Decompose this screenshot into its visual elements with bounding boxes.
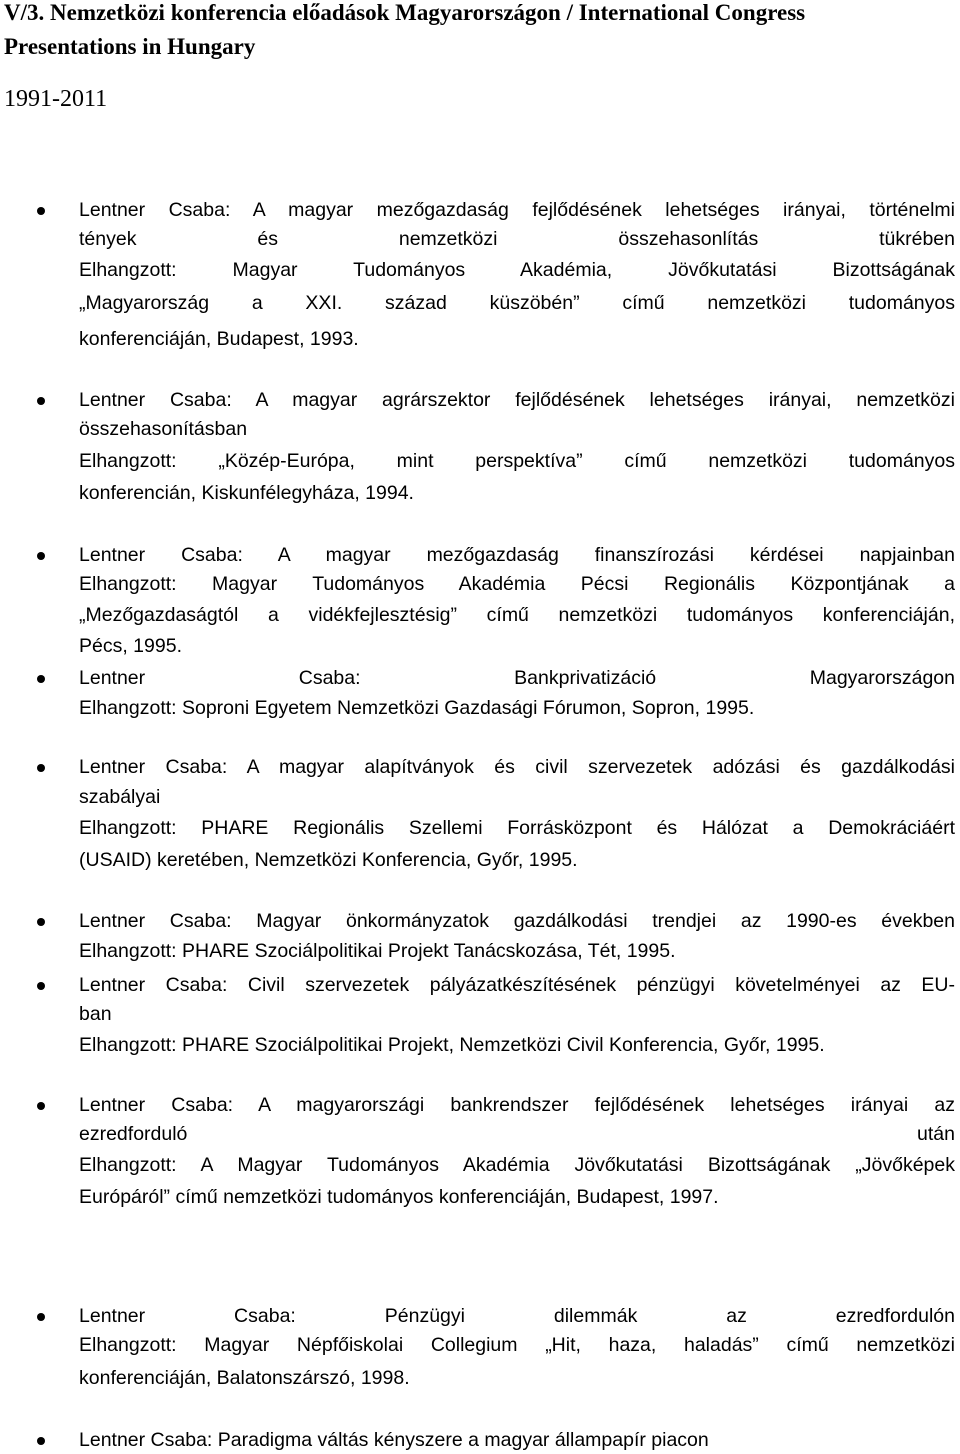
- entry-line: tények és nemzetközi összehasonlítás tükrében: [79, 228, 955, 250]
- bullet-icon: [37, 982, 45, 990]
- entry-line: Lentner Csaba: A magyar alapítványok és civil szervezetek adózási és gazdálkodási: [79, 756, 955, 778]
- entry-line: Lentner Csaba: A magyar mezőgazdaság finanszírozási kérdései napjainban: [79, 544, 955, 566]
- entry-line: konferenciáján, Budapest, 1993.: [79, 328, 359, 350]
- list-item: [79, 971, 955, 1061]
- list-item: [79, 541, 955, 662]
- list-item: [79, 1091, 955, 1215]
- bullet-icon: [37, 397, 45, 405]
- section-heading: [4, 0, 956, 64]
- list-item: [79, 907, 955, 967]
- entry-line: Európáról” című nemzetközi tudományos konferenciáján, Budapest, 1997.: [79, 1186, 719, 1208]
- bullet-icon: [37, 675, 45, 683]
- entry-line: Elhangzott: Soproni Egyetem Nemzetközi Gazdasági Fórumon, Sopron, 1995.: [79, 697, 755, 719]
- entry-line: Lentner Csaba: Pénzügyi dilemmák az ezredfordulón: [79, 1305, 955, 1327]
- entry-line: Elhangzott: PHARE Regionális Szellemi Forrásközpont és Hálózat a Demokráciáért: [79, 817, 955, 839]
- entry-line: konferencián, Kiskunfélegyháza, 1994.: [79, 482, 414, 504]
- entry-line: Elhangzott: Magyar Tudományos Akadémia, Jövőkutatási Bizottságának: [79, 259, 955, 281]
- entry-line: Elhangzott: PHARE Szociálpolitikai Projekt, Nemzetközi Civil Konferencia, Győr, 1995.: [79, 1034, 825, 1056]
- entry-line: Elhangzott: A Magyar Tudományos Akadémia Jövőkutatási Bizottságának „Jövőképek: [79, 1154, 955, 1176]
- list-item: [79, 196, 955, 358]
- entry-line: Elhangzott: Magyar Népfőiskolai Collegium „Hit, haza, haladás” című nemzetközi: [79, 1334, 955, 1356]
- entry-line: Elhangzott: „Közép-Európa, mint perspektíva” című nemzetközi tudományos: [79, 450, 955, 472]
- bullet-icon: [37, 918, 45, 926]
- bullet-icon: [37, 1437, 45, 1445]
- entry-line: Pécs, 1995.: [79, 635, 182, 657]
- entry-line: szabályai: [79, 786, 161, 808]
- entry-line: összehasonításban: [79, 418, 248, 440]
- entry-line: Elhangzott: PHARE Szociálpolitikai Projekt Tanácskozása, Tét, 1995.: [79, 940, 676, 962]
- bullet-icon: [37, 207, 45, 215]
- year-range: 1991-2011: [4, 86, 108, 112]
- entry-line: Lentner Csaba: A magyar agrárszektor fejlődésének lehetséges irányai, nemzetközi: [79, 389, 955, 411]
- entry-line: Lentner Csaba: Magyar önkormányzatok gazdálkodási trendjei az 1990-es években: [79, 910, 955, 932]
- bullet-icon: [37, 764, 45, 772]
- list-item: [79, 1302, 955, 1396]
- entry-line: Lentner Csaba: Civil szervezetek pályázatkészítésének pénzügyi követelményei az EU-: [79, 974, 955, 996]
- entry-line: Elhangzott: Magyar Tudományos Akadémia Pécsi Regionális Központjának a: [79, 573, 955, 595]
- entry-line: ezredforduló után: [79, 1123, 955, 1145]
- entry-line: Lentner Csaba: A magyarországi bankrendszer fejlődésének lehetséges irányai az: [79, 1094, 955, 1116]
- list-item: [79, 664, 955, 724]
- heading-line-2: Presentations in Hungary: [4, 34, 256, 59]
- bullet-icon: [37, 552, 45, 560]
- list-item: [79, 1426, 955, 1454]
- list-item: [79, 753, 955, 877]
- list-item: [79, 386, 955, 510]
- entry-line: Lentner Csaba: Bankprivatizáció Magyarországon: [79, 667, 955, 689]
- entry-line: „Mezőgazdaságtól a vidékfejlesztésig” című nemzetközi tudományos konferenciáján,: [79, 604, 955, 626]
- entry-line: Lentner Csaba: A magyar mezőgazdaság fejlődésének lehetséges irányai, történelmi: [79, 199, 955, 221]
- entry-line: Lentner Csaba: Paradigma váltás kényszere a magyar állampapír piacon: [79, 1429, 709, 1451]
- bullet-icon: [37, 1313, 45, 1321]
- entry-line: „Magyarország a XXI. század küszöbén” című nemzetközi tudományos: [79, 292, 955, 314]
- entry-line: ban: [79, 1003, 112, 1025]
- heading-line-1: V/3. Nemzetközi konferencia előadások Magyarországon / International Congress: [4, 0, 806, 25]
- entry-line: konferenciáján, Balatonszárszó, 1998.: [79, 1367, 410, 1389]
- entry-line: (USAID) keretében, Nemzetközi Konferencia, Győr, 1995.: [79, 849, 578, 871]
- bullet-icon: [37, 1102, 45, 1110]
